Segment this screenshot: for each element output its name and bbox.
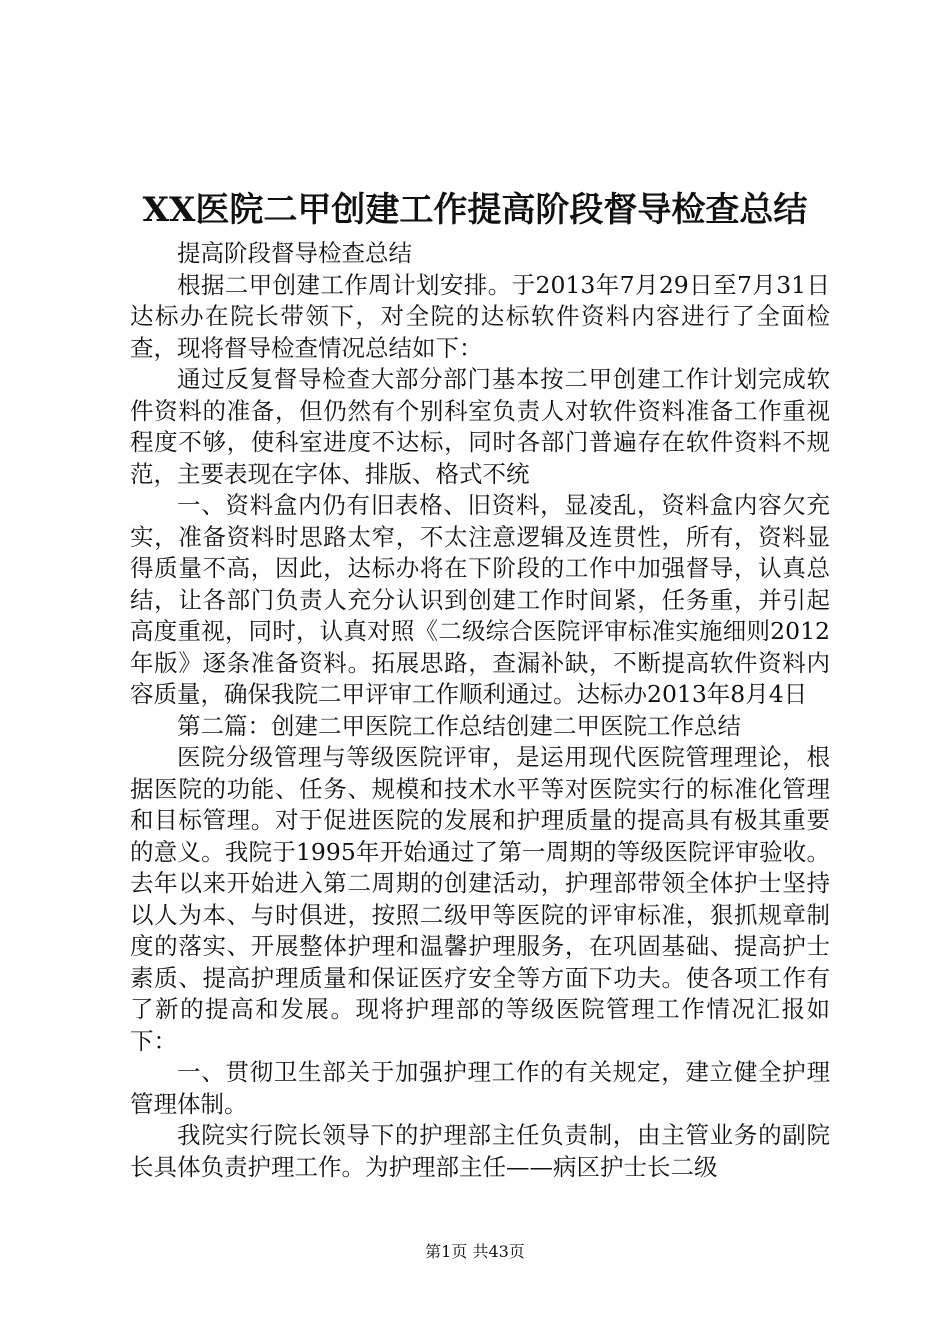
paragraph-intro: 根据二甲创建工作周计划安排。于2013年7月29日至7月31日达标办在院长带领下，对全院的达标软件资料内容进行了全面检查，现将督导检查情况总结如下： bbox=[130, 270, 830, 362]
paragraph-heading-one: 一、贯彻卫生部关于加强护理工作的有关规定，建立健全护理管理体制。 bbox=[130, 1058, 830, 1118]
paragraph-overview: 通过反复督导检查大部分部门基本按二甲创建工作计划完成软件资料的准备，但仍然有个别科室负责人对软件资料准备工作重视程度不够，使科室进度不达标，同时各部门普遍存在软件资料不规范，主要表现在字体、排版、格式不统 bbox=[130, 365, 830, 488]
paragraph-nursing-system: 我院实行院长领导下的护理部主任负责制，由主管业务的副院长具体负责护理工作。为护理部主任——病区护士长二级 bbox=[130, 1121, 830, 1181]
document-title: XX医院二甲创建工作提高阶段督导检查总结 bbox=[142, 190, 808, 230]
document-body bbox=[130, 238, 830, 1183]
paragraph-subtitle: 提高阶段督导检查总结 bbox=[177, 239, 412, 267]
paragraph-hospital-management: 医院分级管理与等级医院评审，是运用现代医院管理理论，根据医院的功能、任务、规模和技术水平等对医院实行的标准化管理和目标管理。对于促进医院的发展和护理质量的提高具有极其重要的意义。我院于1995年开始通过了第一周期的等级医院评审验收。去年以来开始进入第二周期的创建活动，护理部带领全体护士坚持以人为本、与时俱进，按照二级甲等医院的评审标准，狠抓规章制度的落实、开展整体护理和温馨护理服务，在巩固基础、提高护士素质、提高护理质量和保证医疗安全等方面下功夫。使各项工作有了新的提高和发展。现将护理部的等级医院管理工作情况汇报如下： bbox=[130, 743, 830, 1055]
page-number: 第1页 共43页 bbox=[425, 1242, 525, 1261]
paragraph-issues: 一、资料盒内仍有旧表格、旧资料，显凌乱，资料盒内容欠充实，准备资料时思路太窄，不太注意逻辑及连贯性，所有，资料显得质量不高，因此，达标办将在下阶段的工作中加强督导，认真总结，让各部门负责人充分认识到创建工作时间紧，任务重，并引起高度重视，同时，认真对照《二级综合医院评审标准实施细则2012年版》逐条准备资料。拓展思路，查漏补缺，不断提高软件资料内容质量，确保我院二甲评审工作顺利通过。达标办2013年8月4日 bbox=[130, 491, 830, 708]
paragraph-section-two-title: 第二篇：创建二甲医院工作总结创建二甲医院工作总结 bbox=[177, 711, 741, 740]
